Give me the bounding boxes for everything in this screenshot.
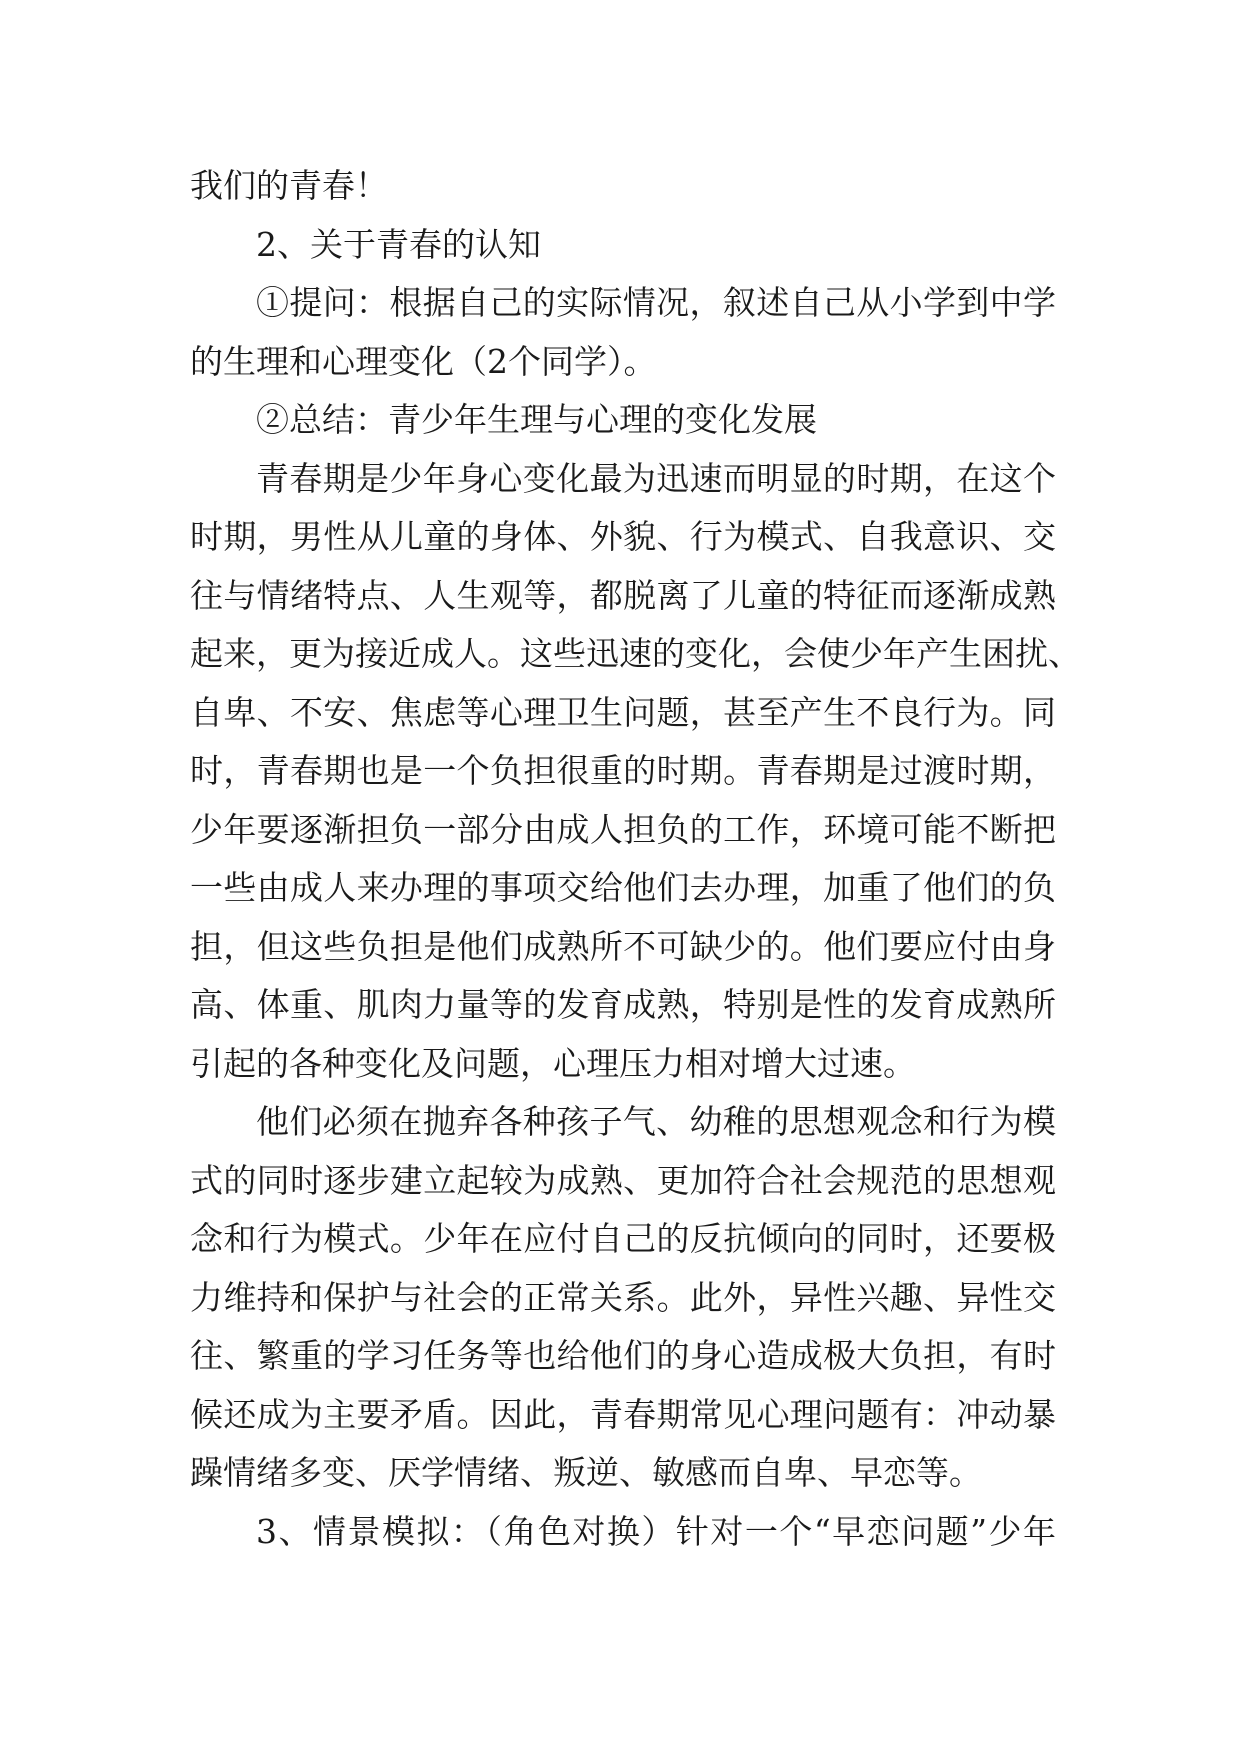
- text-line: 2、关于青春的认知: [256, 224, 541, 264]
- text-line: 候还成为主要矛盾。因此，青春期常见心理问题有：冲动暴: [190, 1394, 1056, 1434]
- text-line: 往、繁重的学习任务等也给他们的身心造成极大负担，有时: [190, 1336, 1056, 1375]
- text-line: 式的同时逐步建立起较为成熟、更加符合社会规范的思想观: [190, 1160, 1056, 1200]
- text-line: 一些由成人来办理的事项交给他们去办理，加重了他们的负: [190, 868, 1056, 907]
- text-line: 担，但这些负担是他们成熟所不可缺少的。他们要应付由身: [190, 926, 1056, 966]
- text-line: 时期，男性从儿童的身体、外貌、行为模式、自我意识、交: [190, 517, 1056, 556]
- text-line: 我们的青春！: [190, 166, 388, 205]
- text-line: 念和行为模式。少年在应付自己的反抗倾向的同时，还要极: [190, 1219, 1056, 1258]
- text-line: 高、体重、肌肉力量等的发育成熟，特别是性的发育成熟所: [190, 985, 1056, 1024]
- text-line: 时，青春期也是一个负担很重的时期。青春期是过渡时期，: [190, 751, 1056, 790]
- text-line: 的生理和心理变化（2个同学）。: [190, 341, 657, 381]
- text-line: 力维持和保护与社会的正常关系。此外，异性兴趣、异性交: [190, 1277, 1056, 1317]
- text-line: 自卑、不安、焦虑等心理卫生问题，甚至产生不良行为。同: [190, 692, 1056, 732]
- text-line: 3、情景模拟：（角色对换）针对一个“早恋问题”少年: [256, 1511, 1056, 1551]
- text-line: 青春期是少年身心变化最为迅速而明显的时期，在这个: [256, 458, 1056, 498]
- text-line: 他们必须在抛弃各种孩子气、幼稚的思想观念和行为模: [256, 1102, 1056, 1141]
- text-line: 少年要逐渐担负一部分由成人担负的工作，环境可能不断把: [190, 809, 1056, 849]
- text-line: ①提问：根据自己的实际情况，叙述自己从小学到中学: [256, 283, 1056, 322]
- text-line: 起来，更为接近成人。这些迅速的变化，会使少年产生困扰、: [190, 634, 1081, 673]
- text-line: 往与情绪特点、人生观等，都脱离了儿童的特征而逐渐成熟: [190, 575, 1056, 615]
- text-line: 躁情绪多变、厌学情绪、叛逆、敏感而自卑、早恋等。: [190, 1453, 982, 1492]
- text-line: ②总结：青少年生理与心理的变化发展: [256, 400, 817, 439]
- text-line: 引起的各种变化及问题，心理压力相对增大过速。: [190, 1043, 916, 1083]
- document-body: [190, 157, 1081, 1561]
